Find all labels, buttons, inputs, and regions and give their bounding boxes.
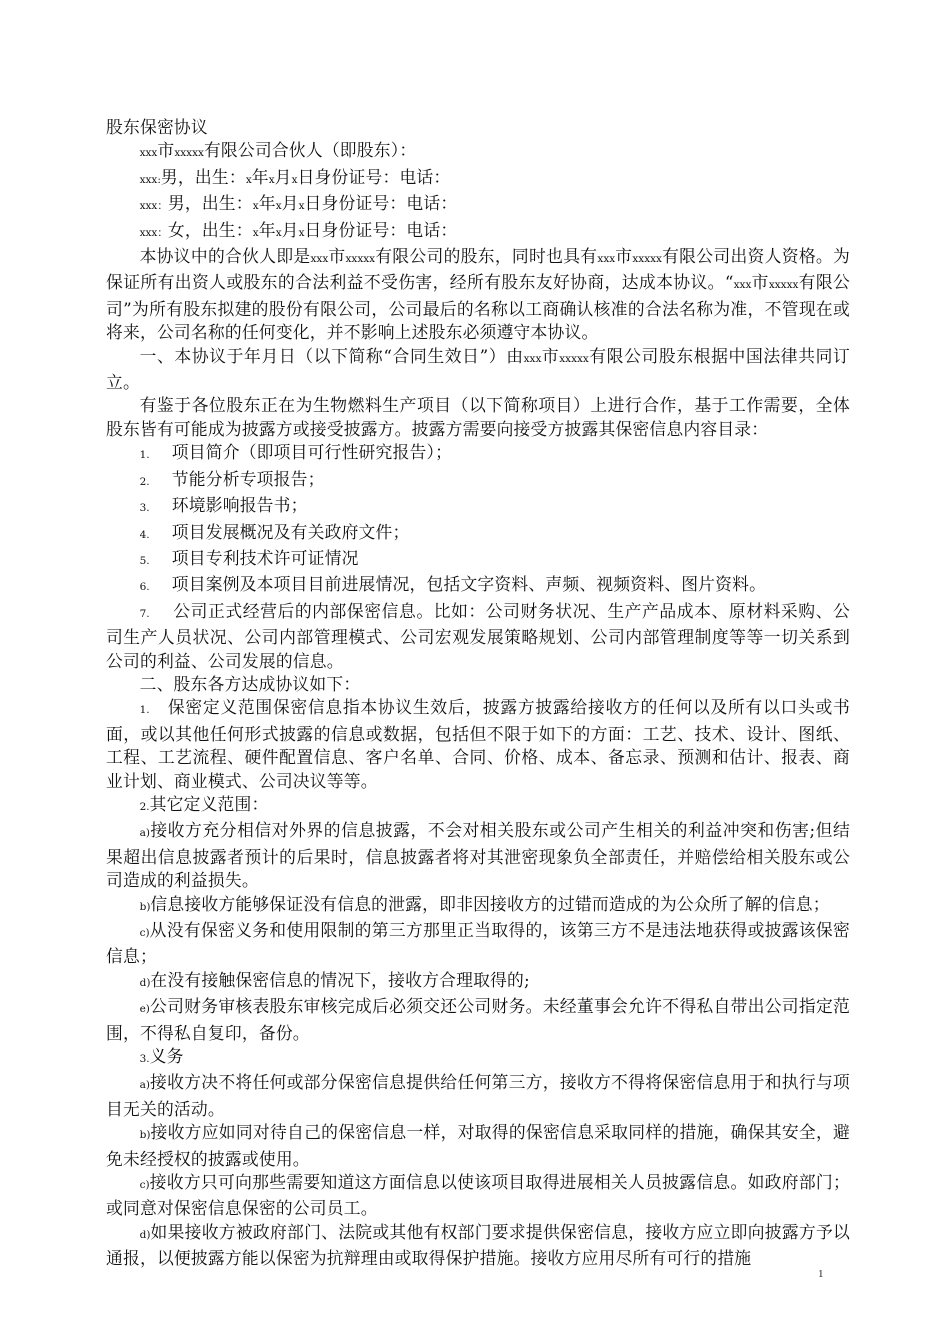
partner-line-3: xxx：女，出生：x年x月x日身份证号：电话： — [139, 219, 458, 240]
clause-2-heading: 2.其它定义范围： — [139, 793, 269, 814]
clause-2-item: d)在没有接触保密信息的情况下，接收方合理取得的; — [139, 969, 530, 990]
clause-3-item: a)接收方决不将任何或部分保密信息提供给任何第三方，接收方不得将保密信息用于和执行与项目无关的活动。 — [106, 1072, 850, 1119]
list-item: 3. 环境影响报告书； — [139, 495, 308, 516]
document-title: 股东保密协议 — [106, 117, 208, 137]
list-item: 7. 公司正式经营后的内部保密信息。比如：公司财务状况、生产产品成本、原材料采购、公司生产人员状况、公司内部管理模式、公司宏观发展策略规划、公司内部管理制度等等一切关系到公司的利益、公司发展的信息。 — [106, 600, 851, 671]
document-body — [106, 116, 850, 1271]
clause-3-item: d)如果接收方被政府部门、法院或其他有权部门要求提供保密信息，接收方应立即向披露方予以通报，以便披露方能以保密为抗辩理由或取得保护措施。接收方应用尽所有可行的措施 — [106, 1221, 850, 1269]
clause-1: 1. 保密定义范围保密信息指本协议生效后，披露方披露给接收方的任何以及所有以口头或书面，或以其他任何形式披露的信息或数据，包括但不限于如下的方面：工艺、技术、设计、图纸、工程、工艺流程、硬件配置信息、客户名单、合同、价格、成本、备忘录、预测和估计、报表、商业计划、商业模式、公司决议等等。 — [106, 697, 850, 791]
clause-2-item: b)信息接收方能够保证没有信息的泄露，即非因接收方的过错而造成的为公众所了解的信息； — [139, 893, 830, 914]
section-1-paragraph: 一、本协议于年月日（以下简称“合同生效日”）由xxx市xxxxx有限公司股东根据中国法律共同订立。 — [106, 345, 850, 393]
section-2-heading: 二、股东各方达成协议如下： — [139, 673, 361, 694]
list-item: 1. 项目简介（即项目可行性研究报告）； — [139, 442, 453, 463]
background-paragraph: 有鉴于各位股东正在为生物燃料生产项目（以下简称项目）上进行合作，基于工作需要，全体股东皆有可能成为披露方或接受披露方。披露方需要向接受方披露其保密信息内容目录： — [106, 395, 850, 439]
clause-3-heading: 3.义务 — [139, 1046, 184, 1067]
clause-3-item: b)接收方应如同对待自己的保密信息一样，对取得的保密信息采取同样的措施，确保其安全，避免未经授权的披露或使用。 — [106, 1122, 850, 1169]
page-number: 1 — [818, 1268, 824, 1280]
list-item: 2. 节能分析专项报告； — [139, 468, 325, 489]
clause-2-item: c)从没有保密义务和使用限制的第三方那里正当取得的，该第三方不是违法地获得或披露该保密信息； — [106, 920, 850, 967]
partners-heading: xxx市xxxxx有限公司合伙人（即股东）： — [139, 140, 417, 161]
list-item: 4. 项目发展概况及有关政府文件； — [139, 521, 410, 542]
list-item: 5. 项目专利技术许可证情况 — [139, 547, 359, 568]
clause-2-item: a)接收方充分相信对外界的信息披露，不会对相关股东或公司产生相关的利益冲突和伤害;但结果超出信息披露者预计的后果时，信息披露者将对其泄密现象负全部责任，并赔偿给相关股东或公司造成的利益损失。 — [106, 820, 850, 891]
clause-2-item: e)公司财务审核表股东审核完成后必须交还公司财务。未经董事会允许不得私自带出公司指定范围，不得私自复印，备份。 — [106, 996, 850, 1043]
clause-3-item: c)接收方只可向那些需要知道这方面信息以使该项目取得进展相关人员披露信息。如政府部门；或同意对保密信息保密的公司员工。 — [106, 1172, 850, 1219]
partner-line-2: xxx：男，出生：x年x月x日身份证号：电话： — [139, 193, 458, 214]
intro-paragraph: 本协议中的合伙人即是xxx市xxxxx有限公司的股东，同时也具有xxx市xxxxx有限公司出资人资格。为保证所有出资人或股东的合法利益不受伤害，经所有股东友好协商，达成本协议。“xxx市xxxxx有限公司”为所有股东拟建的股份有限公司，公司最后的名称以工商确认核准的合法名称为准，不管现在或将来，公司名称的任何变化，并不影响上述股东必须遵守本协议。 — [106, 246, 850, 343]
list-item: 6. 项目案例及本项目目前进展情况，包括文字资料、声频、视频资料、图片资料。 — [139, 574, 767, 595]
partner-line-1: xxx:男，出生：x年x月x日身份证号：电话： — [139, 166, 451, 187]
